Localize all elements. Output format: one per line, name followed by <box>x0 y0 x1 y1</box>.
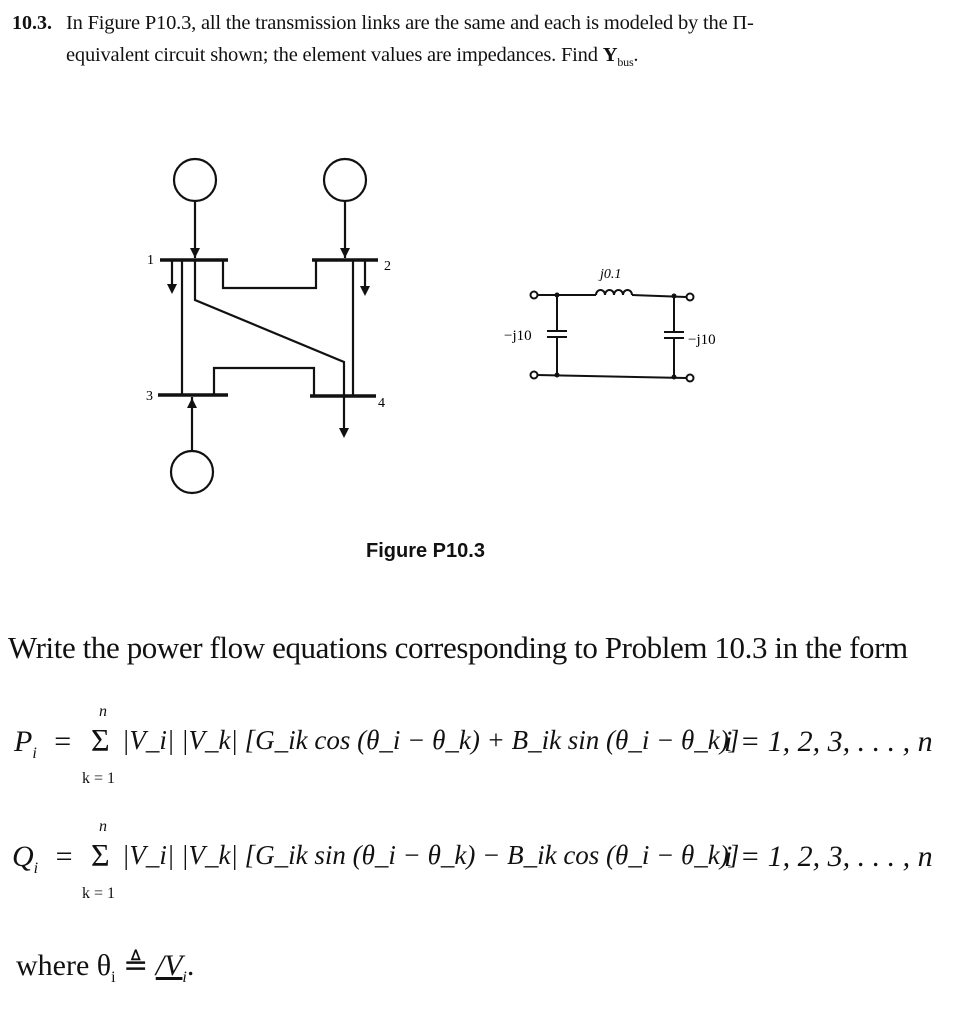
terminal-top-right-icon <box>687 294 694 301</box>
eq-p-equals: = <box>54 725 72 758</box>
where-prefix: where θ <box>16 949 112 982</box>
eq-q-equals: = <box>55 840 73 873</box>
terminal-bottom-left-icon <box>531 372 538 379</box>
line-1-4 <box>195 260 344 396</box>
eq-p-sum-top: n <box>99 703 107 720</box>
pi-equivalent-circuit <box>495 255 730 390</box>
where-clause <box>16 948 194 987</box>
problem-text-line2-body: equivalent circuit shown; the element values are impedances. Find <box>66 44 598 66</box>
eq-p-lhs: P <box>14 725 33 758</box>
line-3-4 <box>214 368 314 396</box>
question-intro: Write the power flow equations corresponding to Problem 10.3 in the form <box>8 630 908 665</box>
gen1-arrow-icon <box>190 248 200 258</box>
generator-2-icon <box>324 159 366 201</box>
gen3-arrow-icon <box>187 398 197 408</box>
figure-caption: Figure P10.3 <box>366 540 485 562</box>
load1-arrow-icon <box>167 284 177 294</box>
eq-q-sum-symbol: Σ <box>91 837 110 873</box>
eq-q-lhs: Q <box>12 840 34 873</box>
where-angle-v-sub: i <box>182 969 187 986</box>
where-theta-sub: i <box>111 969 116 986</box>
eq-p-lhs-sub: i <box>32 745 37 762</box>
where-defeq: ≜ <box>123 949 149 982</box>
terminal-top-left-icon <box>531 292 538 299</box>
bus-label-4: 4 <box>378 396 385 411</box>
load4-arrow-icon <box>339 428 349 438</box>
bus-label-3: 3 <box>146 389 153 404</box>
eq-q-sum-bottom: k = 1 <box>82 885 116 902</box>
eq-q-sum-top: n <box>99 818 107 835</box>
where-period: . <box>186 949 195 982</box>
generator-3-icon <box>171 451 213 493</box>
ybus-main: Y <box>602 44 618 66</box>
shunt-left-label: −j10 <box>504 328 532 344</box>
ybus-subscript: bus <box>617 55 634 70</box>
gen2-arrow-icon <box>340 248 350 258</box>
bus-label-1: 1 <box>147 253 154 268</box>
problem-number: 10.3. <box>12 12 52 34</box>
load2-arrow-icon <box>360 286 370 296</box>
eq-p-sum-symbol: Σ <box>91 722 110 758</box>
problem-text-line2 <box>66 44 638 70</box>
eq-p-range: i = 1, 2, 3, . . . , n <box>724 725 933 758</box>
eq-q-lhs-sub: i <box>33 860 39 877</box>
eq-p-sum-bottom: k = 1 <box>82 770 116 787</box>
network-diagram <box>130 140 400 510</box>
shunt-right-label: −j10 <box>688 332 716 348</box>
equation-q <box>12 840 73 878</box>
ybus-symbol <box>602 44 634 70</box>
eq-q-body: |V_i| |V_k| [G_ik sin (θ_i − θ_k) − B_ik cos (θ_i − θ_k)] <box>122 840 740 870</box>
where-angle-v <box>155 949 187 986</box>
where-angle-v-text: /V <box>155 949 183 982</box>
eq-q-range: i = 1, 2, 3, . . . , n <box>724 840 933 873</box>
series-inductor-icon <box>596 290 632 295</box>
equation-p <box>14 725 71 763</box>
ybus-period: . <box>633 44 639 66</box>
terminal-bottom-right-icon <box>687 375 694 382</box>
line-1-2 <box>223 260 316 288</box>
bus-label-2: 2 <box>384 259 391 274</box>
eq-p-body: |V_i| |V_k| [G_ik cos (θ_i − θ_k) + B_ik sin (θ_i − θ_k)] <box>122 725 740 755</box>
generator-1-icon <box>174 159 216 201</box>
series-impedance-label: j0.1 <box>600 267 622 282</box>
problem-text-line1: In Figure P10.3, all the transmission links are the same and each is modeled by the Π- <box>66 12 754 34</box>
